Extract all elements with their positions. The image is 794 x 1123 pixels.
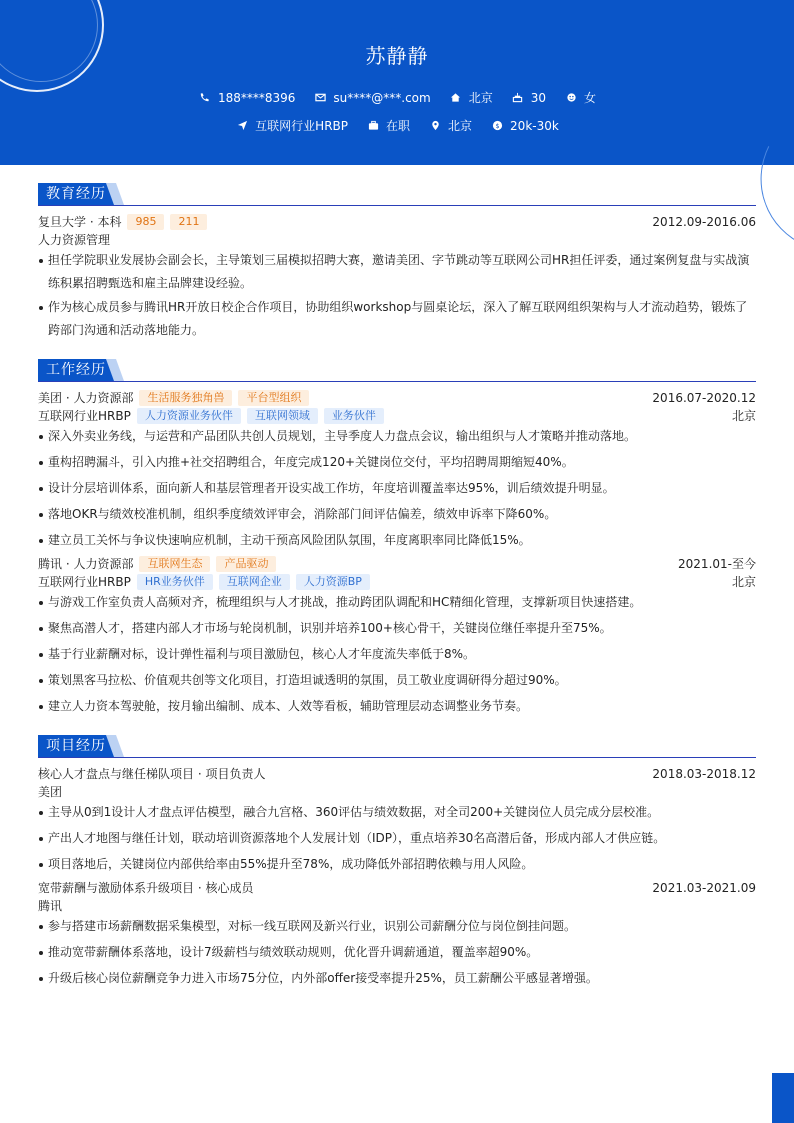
job-bullet: 建立员工关怀与争议快速响应机制，主动干预高风险团队氛围，年度离职率同比降低15%。 [38,529,756,552]
project-bullet: 推动宽带薪酬体系落地，设计7级薪档与绩效联动规则，优化晋升调薪通道，覆盖率超90%。 [38,941,756,964]
contact-age [511,89,546,106]
job-bullet: 落地OKR与绩效校准机制，组织季度绩效评审会，消除部门间评估偏差，绩效申诉率下降60%。 [38,503,756,526]
intent-status-text: 在职 [386,119,411,133]
education-section-title: 教育经历 [38,183,114,205]
svg-text:$: $ [495,121,500,130]
job-role-tag: 业务伙伴 [324,408,384,424]
contact-gender-text: 女 [584,91,597,105]
job-role-row [38,573,756,591]
intent-salary-text: 20k-30k [510,118,559,133]
job-city: 北京 [731,575,756,589]
contact-city [449,89,493,106]
job-bullet: 与游戏工作室负责人高频对齐，梳理组织与人才挑战，推动跨团队调配和HC精细化管理，支撑新项目快速搭建。 [38,591,756,614]
contact-row [0,89,794,106]
project-date: 2021.03-2021.09 [652,881,756,895]
contact-email [313,89,430,106]
project-org: 腾讯 [38,899,63,913]
education-major-row [38,231,756,249]
decorative-corner-block [772,1073,794,1123]
job-date: 2016.07-2020.12 [652,391,756,405]
education-tag: 985 [127,214,164,230]
phone-icon [198,91,212,105]
contact-email-text: su****@***.com [333,90,431,105]
contact-city-text: 北京 [468,91,493,105]
project-bullet: 产出人才地图与继任计划，联动培训资源落地个人发展计划（IDP），重点培养30名高潜后备，形成内部人才供应链。 [38,827,756,850]
education-row [38,213,756,231]
contact-age-text: 30 [530,90,547,105]
project-bullet: 升级后核心岗位薪酬竞争力进入市场75分位，内外部offer接受率提升25%，员工薪酬公平感显著增强。 [38,967,756,990]
job-role-tag: 互联网领域 [247,408,318,424]
candidate-name: 苏静静 [365,44,429,68]
contact-gender [564,89,596,106]
job-city: 北京 [731,409,756,423]
intent-status [366,117,410,134]
job-bullet: 设计分层培训体系，面向新人和基层管理者开设实战工作坊，年度培训覆盖率达95%，训后绩效提升明显。 [38,477,756,500]
job-role: 互联网行业HRBP [38,409,131,423]
project-org: 美团 [38,785,63,799]
job-company-tag: 互联网生态 [139,556,210,572]
contact-phone-text: 188****8396 [217,90,296,105]
project-bullet: 项目落地后，关键岗位内部供给率由55%提升至78%，成功降低外部招聘依赖与用人风险。 [38,853,756,876]
job-bullet: 深入外卖业务线，与运营和产品团队共创人员规划，主导季度人力盘点会议，输出组织与人才策略并推动落地。 [38,425,756,448]
project-bullet: 主导从0到1设计人才盘点评估模型，融合九宫格、360评估与绩效数据，对全司200+关键岗位人员完成分层校准。 [38,801,756,824]
project-org-row [38,897,756,915]
work-section-header [38,359,756,382]
education-bullet: 担任学院职业发展协会副会长，主导策划三届模拟招聘大赛，邀请美团、字节跳动等互联网公司HR担任评委，通过案例复盘与实战演练积累招聘甄选和雇主品牌建设经验。 [38,249,756,295]
resume-header [0,0,794,165]
salary-icon [490,119,504,133]
job-role-row [38,407,756,425]
job-bullet: 策划黑客马拉松、价值观共创等文化项目，打造坦诚透明的氛围，员工敬业度调研得分超过90%。 [38,669,756,692]
job-row [38,555,756,573]
job-role-tag: 互联网企业 [219,574,290,590]
project-bullet: 参与搭建市场薪酬数据采集模型，对标一线互联网及新兴行业，识别公司薪酬分位与岗位倒挂问题。 [38,915,756,938]
intent-row [0,117,794,134]
job-date: 2021.01-至今 [678,557,756,571]
intent-position [235,117,348,134]
project-row [38,765,756,783]
job-company-tag: 产品驱动 [216,556,276,572]
mail-icon [313,91,327,105]
job-company-tag: 平台型组织 [238,390,309,406]
project-org-row [38,783,756,801]
education-major: 人力资源管理 [38,233,111,247]
job-bullet: 基于行业薪酬对标，设计弹性福利与项目激励包，核心人才年度流失率低于8%。 [38,643,756,666]
job-bullet: 建立人力资本驾驶舱，按月输出编制、成本、人效等看板，辅助管理层动态调整业务节奏。 [38,695,756,718]
project-row [38,879,756,897]
education-school: 复旦大学 · 本科 [38,215,122,229]
contact-phone [198,89,295,106]
project-section-title: 项目经历 [38,735,114,757]
job-bullet: 重构招聘漏斗，引入内推+社交招聘组合，年度完成120+关键岗位交付，平均招聘周期缩短40%。 [38,451,756,474]
intent-city [428,117,472,134]
intent-city-text: 北京 [448,119,473,133]
job-bullet: 聚焦高潜人才，搭建内部人才市场与轮岗机制，识别并培养100+核心骨干，关键岗位继任率提升至75%。 [38,617,756,640]
project-name: 核心人才盘点与继任梯队项目 · 项目负责人 [38,767,266,781]
job-role-tag: 人力资源业务伙伴 [137,408,241,424]
project-name: 宽带薪酬与激励体系升级项目 · 核心成员 [38,881,254,895]
job-row [38,389,756,407]
education-tag: 211 [170,214,207,230]
intent-salary [490,117,559,134]
education-bullet: 作为核心成员参与腾讯HR开放日校企合作项目，协助组织workshop与圆桌论坛，深入了解互联网组织架构与人才流动趋势，锻炼了跨部门沟通和活动落地能力。 [38,296,756,342]
job-company-tag: 生活服务独角兽 [139,390,232,406]
project-date: 2018.03-2018.12 [652,767,756,781]
job-role: 互联网行业HRBP [38,575,131,589]
job-role-tag: 人力资源BP [296,574,370,590]
project-section-header [38,735,756,758]
education-section-header [38,183,756,206]
job-company: 腾讯 · 人力资源部 [38,557,134,571]
job-company: 美团 · 人力资源部 [38,391,134,405]
cake-icon [511,91,525,105]
work-section-title: 工作经历 [38,359,114,381]
job-role-tag: HR业务伙伴 [137,574,213,590]
location-icon [428,119,442,133]
education-date: 2012.09-2016.06 [652,215,756,229]
briefcase-icon [366,119,380,133]
send-icon [235,119,249,133]
intent-position-text: 互联网行业HRBP [255,119,349,133]
home-icon [449,91,463,105]
gender-icon [564,91,578,105]
